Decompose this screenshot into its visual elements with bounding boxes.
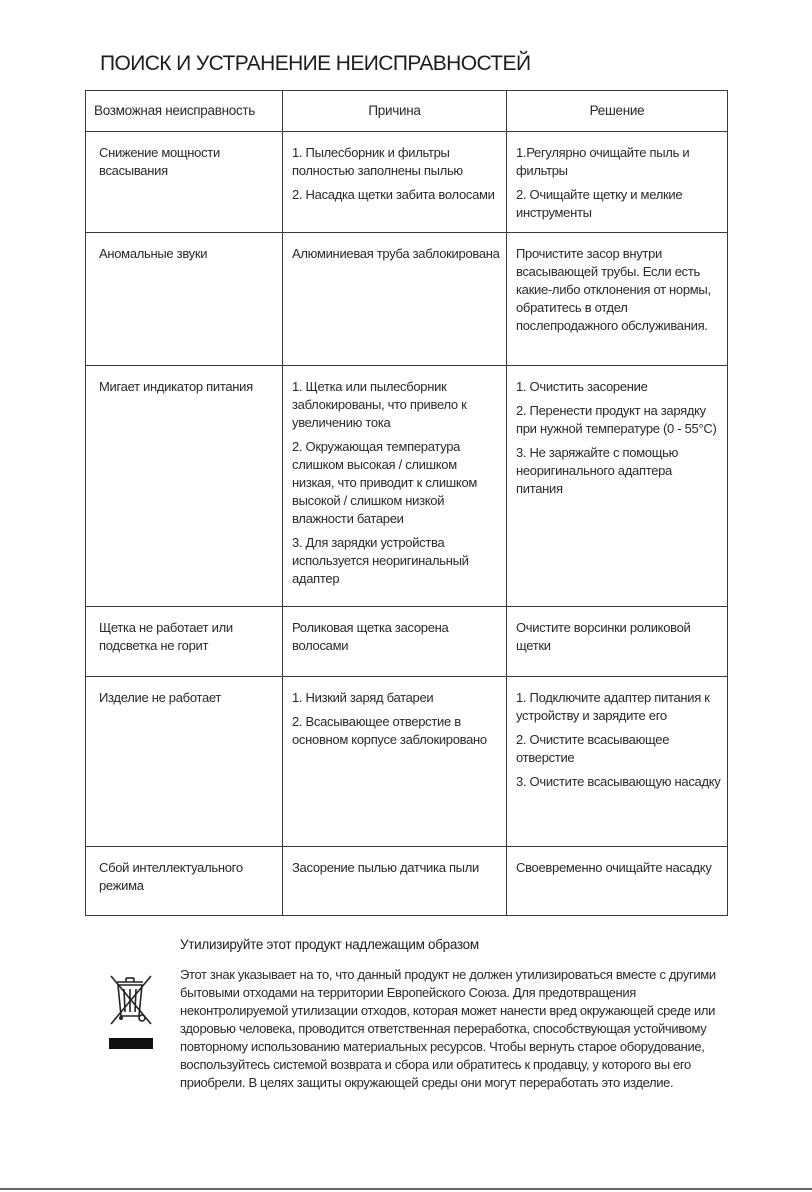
troubleshooting-table	[85, 90, 728, 916]
table-row	[86, 607, 728, 677]
header-solution: Решение	[507, 91, 728, 132]
problem-text: Сбой интеллектуального режима	[99, 860, 243, 893]
problem-text: Снижение мощности всасывания	[99, 145, 220, 178]
problem-text: Аномальные звуки	[99, 246, 208, 261]
table-row	[86, 847, 728, 916]
solution-text: 3. Не заряжайте с помощью неоригинального адаптера питания	[516, 445, 679, 496]
solution-cell	[507, 132, 728, 233]
header-problem: Возможная неисправность	[86, 91, 283, 132]
problem-cell	[86, 677, 283, 847]
solution-text: 2. Очищайте щетку и мелкие инструменты	[516, 187, 683, 220]
solution-cell	[507, 847, 728, 916]
disposal-text: Этот знак указывает на то, что данный продукт не должен утилизироваться вместе с другими бытовыми отходами на территории Европейского Союза. Для предотвращения неконтролируемой утилизации отходов, которая может нанести вред окружающей среде или здоровью человека, проводится ответственная переработка, способствующая устойчивому повторному использованию материальных ресурсов. Чтобы вернуть старое оборудование, воспользуйтесь системой возврата и сбора или обратитесь к продавцу, у которого вы его приобрели. В целях защиты окружающей среды они могут переработать это изделие.	[180, 967, 716, 1090]
cause-text: Засорение пылью датчика пыли	[292, 860, 479, 875]
crossed-out-wheelie-bin-icon	[106, 972, 156, 1052]
problem-cell	[86, 366, 283, 607]
cause-cell	[283, 366, 507, 607]
problem-text: Изделие не работает	[99, 690, 222, 705]
solution-cell	[507, 607, 728, 677]
cause-text: Алюминиевая труба заблокирована	[292, 246, 500, 261]
problem-text: Щетка не работает или подсветка не горит	[99, 620, 233, 653]
table-row	[86, 132, 728, 233]
cause-cell	[283, 132, 507, 233]
table-row	[86, 366, 728, 607]
solution-text: 1.Регулярно очищайте пыль и фильтры	[516, 145, 690, 178]
cause-cell	[283, 847, 507, 916]
solution-text: 1. Подключите адаптер питания к устройству и зарядите его	[516, 690, 710, 723]
cause-text: Роликовая щетка засорена волосами	[292, 620, 449, 653]
cause-text: 1. Щетка или пылесборник заблокированы, что привело к увеличению тока	[292, 379, 467, 430]
table-row	[86, 677, 728, 847]
cause-text: 2. Всасывающее отверстие в основном корпусе заблокировано	[292, 714, 487, 747]
cause-text: 3. Для зарядки устройства используется неоригинальный адаптер	[292, 535, 469, 586]
solution-text: Своевременно очищайте насадку	[516, 860, 712, 875]
cause-text: 1. Пылесборник и фильтры полностью заполнены пылью	[292, 145, 463, 178]
solution-text: Прочистите засор внутри всасывающей трубы. Если есть какие-либо отклонения от нормы, обратитесь в отдел послепродажного обслуживания.	[516, 246, 711, 333]
cause-cell	[283, 607, 507, 677]
problem-cell	[86, 132, 283, 233]
solution-text: 1. Очистить засорение	[516, 379, 648, 394]
solution-text: 3. Очистите всасывающую насадку	[516, 774, 721, 789]
table-row	[86, 233, 728, 366]
cause-text: 2. Окружающая температура слишком высокая / слишком низкая, что приводит к слишком высокой / слишком низкой влажности батареи	[292, 439, 478, 526]
problem-cell	[86, 233, 283, 366]
problem-cell	[86, 847, 283, 916]
solution-cell	[507, 677, 728, 847]
header-cause: Причина	[283, 91, 507, 132]
cause-cell	[283, 233, 507, 366]
solution-cell	[507, 233, 728, 366]
page-bottom-border	[0, 1188, 812, 1190]
solution-text: Очистите ворсинки роликовой щетки	[516, 620, 691, 653]
cause-text: 2. Насадка щетки забита волосами	[292, 187, 495, 202]
problem-cell	[86, 607, 283, 677]
table-header-row	[86, 91, 728, 132]
problem-text: Мигает индикатор питания	[99, 379, 253, 394]
cause-cell	[283, 677, 507, 847]
cause-text: 1. Низкий заряд батареи	[292, 690, 434, 705]
solution-text: 2. Очистите всасывающее отверстие	[516, 732, 670, 765]
solution-cell	[507, 366, 728, 607]
solution-text: 2. Перенести продукт на зарядку при нужной температуре (0 - 55°C)	[516, 403, 717, 436]
page-title: ПОИСК И УСТРАНЕНИЕ НЕИСПРАВНОСТЕЙ	[100, 52, 531, 75]
disposal-title: Утилизируйте этот продукт надлежащим образом	[180, 937, 479, 952]
